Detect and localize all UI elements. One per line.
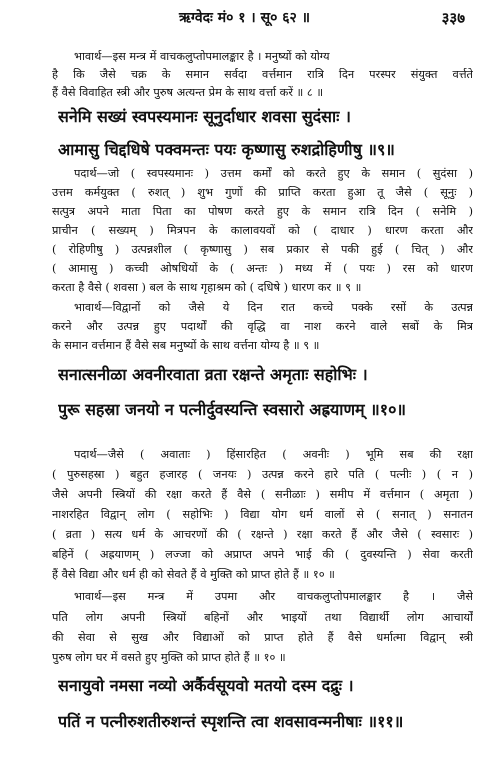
mantra-9-line-2: आमासु चिद्दधिषे पक्वमन्तः पयः कृष्णासु रुशद्रोहिणीषु ॥९॥ bbox=[58, 140, 395, 159]
padartha-10-line: ( व्रता ) सत्य धर्म के आचरणों की ( रक्षन्ते ) रक्षा करते हैं और जैसे ( स्वसारः ) bbox=[52, 528, 473, 541]
mantra-11-line-1: सनायुवो नमसा नव्यो अर्कैर्वसूयवो मतयो दस्म दद्रुः । bbox=[58, 676, 354, 695]
bhavartha-9-line: करने और उत्पन्न हुए पदार्थों की वृद्धि वा नाश करने वाले सबों के मित्र bbox=[52, 320, 473, 333]
padartha-9-line: करता है वैसे ( शवसा ) बल के साथ गृहाश्रम को ( दधिषे ) धारण कर ॥ ९ ॥ bbox=[52, 281, 362, 294]
bhavartha-8-line: हैं वैसे विवाहित स्त्री और पुरुष अत्यन्त प्रेम के साथ वर्त्ता करें ॥ ८ ॥ bbox=[52, 86, 324, 99]
page-header bbox=[0, 8, 489, 30]
padartha-9-line: उत्तम कर्मयुक्त ( रुशत् ) शुभ गुणों की प्राप्ति करता हुआ तू जैसे ( सूनुः ) bbox=[52, 186, 473, 199]
page-number: ३३७ bbox=[441, 9, 465, 27]
bhavartha-8-line: है कि जैसे चक्र के समान सर्वदा वर्त्तमान रात्रि दिन परस्पर संयुक्त वर्त्तते bbox=[52, 68, 473, 81]
bhavartha-10-line: भावार्थ—इस मन्त्र में उपमा और वाचकलुप्तोपमालङ्कार है । जैसे bbox=[74, 590, 473, 603]
mantra-11-line-2: पतिं न पत्नीरुशतीरुशन्तं स्पृशन्ति त्वा शवसावन्मनीषाः ॥११॥ bbox=[58, 712, 404, 731]
bhavartha-9-line: के समान वर्त्तमान हैं वैसे सब मनुष्यों के साथ वर्त्तना योग्य है ॥ ९ ॥ bbox=[52, 339, 320, 352]
padartha-9-line: ( रोहिणीषु ) उत्पन्नशील ( कृष्णासु ) सब प्रकार से पकी हुई ( चित् ) और bbox=[52, 243, 473, 256]
bhavartha-9-line: भावार्थ—विद्वानों को जैसे ये दिन रात कच्चे पक्के रसों के उत्पन्न bbox=[74, 301, 473, 314]
mantra-10-line-1: सनात्सनीळा अवनीरवाता व्रता रक्षन्ते अमृताः सहोभिः । bbox=[58, 365, 368, 384]
padartha-10-line: ( पुरुसहस्रा ) बहुत हजारह ( जनयः ) उत्पन्न करने हारे पति ( पत्नीः ) ( न ) bbox=[52, 468, 473, 481]
padartha-9-line: ( आमासु ) कच्ची ओषधियों के ( अन्तः ) मध्य में ( पयः ) रस को धारण bbox=[52, 262, 473, 275]
bhavartha-10-line: की सेवा से सुख और विद्याओं को प्राप्त होते हैं वैसे धर्मात्मा विद्वान् स्त्री bbox=[52, 631, 473, 644]
bhavartha-8-line: भावार्थ—इस मन्त्र में वाचकलुप्तोपमालङ्कार है । मनुष्यों को योग्य bbox=[74, 50, 330, 63]
bhavartha-10-line: पति लोग अपनी स्त्रियों बहिनों और भाइयों तथा विद्यार्थी लोग आचार्यों bbox=[52, 611, 473, 624]
padartha-10-line: पदार्थ—जैसे ( अवाताः ) हिंसारहित ( अवनीः ) भूमि सब की रक्षा bbox=[74, 448, 473, 461]
running-title: ऋग्वेदः मं० १ । सू० ६२ ॥ bbox=[178, 10, 311, 26]
padartha-9-line: पदार्थ—जो ( स्वपस्यमानः ) उत्तम कर्मों को करते हुए के समान ( सुदंसा ) bbox=[74, 167, 473, 180]
bhavartha-10-line: पुरुष लोग घर में वसते हुए मुक्ति को प्राप्त होते हैं ॥ १० ॥ bbox=[52, 651, 286, 664]
mantra-10-line-2: पुरू सहस्रा जनयो न पत्नीर्दुवस्यन्ति स्वसारो अह्रयाणम् ॥१०॥ bbox=[58, 400, 406, 419]
padartha-10-line: जैसे अपनी स्त्रियों की रक्षा करते हैं वैसे ( सनीळाः ) समीप में वर्त्तमान ( अमृता ) bbox=[52, 488, 473, 501]
padartha-10-line: बहिनें ( अह्रयाणम् ) लज्जा को अप्राप्त अपने भाई की ( दुवस्यन्ति ) सेवा करती bbox=[52, 548, 473, 561]
padartha-9-line: सत्पुत्र अपने माता पिता का पोषण करते हुए के समान रात्रि दिन ( सनेमि ) bbox=[52, 205, 473, 218]
padartha-9-line: प्राचीन ( सख्यम् ) मित्रपन के कालावयवों को ( दाधार ) धारण करता और bbox=[52, 224, 473, 237]
mantra-9-line-1: सनेमि सख्यं स्वपस्यमानः सूनुर्दाधार शवसा सुदंसाः । bbox=[58, 107, 351, 126]
padartha-10-line: नाशरहित विद्वान् लोग ( सहोभिः ) विद्या योग धर्म वालों से ( सनात् ) सनातन bbox=[52, 508, 473, 521]
padartha-10-line: हैं वैसे विद्या और धर्म ही को सेवते हैं वे मुक्ति को प्राप्त होते हैं ॥ १० ॥ bbox=[52, 568, 335, 581]
